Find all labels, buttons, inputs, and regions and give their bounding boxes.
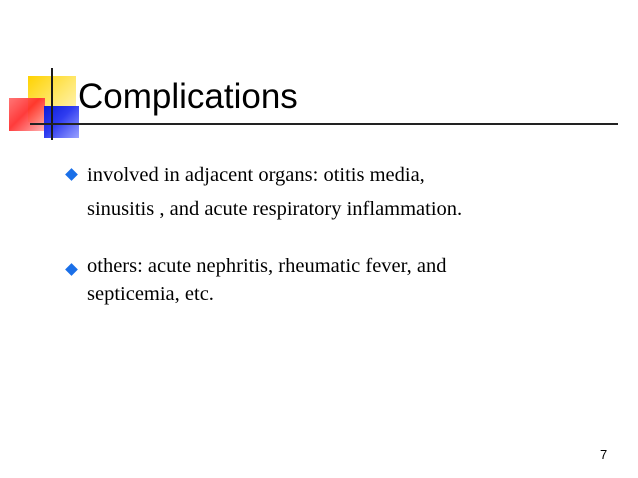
diamond-bullet-icon (65, 168, 78, 181)
bullet-item (65, 158, 585, 226)
bullet-list (65, 158, 585, 308)
title-underline (30, 123, 618, 125)
bullet-item (65, 252, 585, 308)
blue-block (44, 106, 79, 138)
bullet-line: involved in adjacent organs: otitis media, (87, 164, 425, 186)
logo-vertical-line (51, 68, 53, 140)
diamond-bullet-icon (65, 263, 78, 276)
bullet-line: septicemia, etc. (87, 283, 214, 305)
slide-title: Complications (78, 77, 298, 116)
bullet-line: others: acute nephritis, rheumatic fever, and (87, 255, 447, 277)
bullet-line: sinusitis , and acute respiratory inflammation. (87, 198, 463, 220)
page-number: 7 (600, 447, 608, 462)
red-block (9, 98, 45, 131)
